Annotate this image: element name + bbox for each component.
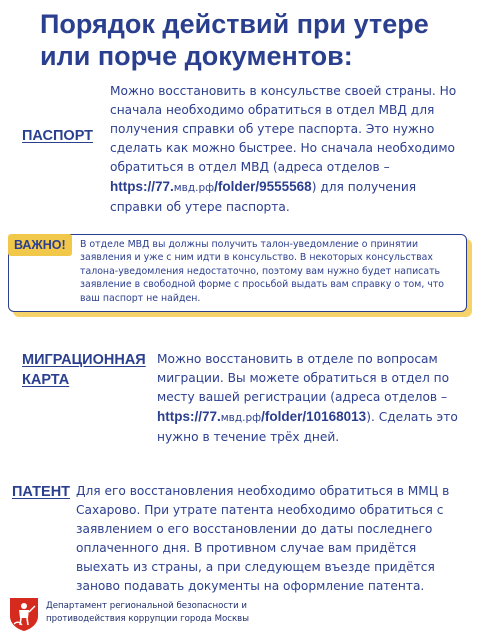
- migration-card-label: МИГРАЦИОННАЯ КАРТА: [22, 352, 146, 388]
- migration-text-part-1: Можно восстановить в отделе по вопросам миграции. Вы можете обратиться в отдел по месту вашей регистрации (адреса отделов –: [157, 352, 450, 404]
- passport-text: [110, 82, 470, 217]
- passport-label: ПАСПОРТ: [22, 128, 94, 144]
- warning-text: В отделе МВД вы должны получить талон-уведомление о принятии заявления и уже с ним идти в консульство. В некоторых консульствах талона-уведомления недостаточно, поэтому вам нужно будет написать заявление в свободной форме с просьбой выдать вам справку о том, что ваш паспорт не найден.: [80, 239, 445, 304]
- passport-link-path: /folder/9555568: [214, 179, 312, 194]
- passport-text-part-1: Можно восстановить в консульстве своей страны. Но сначала необходимо обратиться в отдел МВД для получения справки об утере паспорта. Это нужно сделать как можно быстрее. Но сначала необходимо обратиться в отдел МВД (адреса отделов –: [110, 84, 457, 174]
- moscow-coat-of-arms-icon: [8, 596, 40, 632]
- footer-department-name: Департамент региональной безопасности и противодействия коррупции города Москвы: [46, 601, 250, 624]
- page-title: [40, 8, 460, 72]
- patent-label: ПАТЕНТ: [12, 484, 71, 500]
- migration-link-host: https://77.: [157, 409, 221, 424]
- warning-badge: ВАЖНО!: [8, 234, 72, 256]
- migration-link-domain: мвд.рф: [220, 412, 262, 424]
- page-title-line-1: Порядок действий при утере: [40, 9, 429, 39]
- passport-text-part-2: ) для получения справки об утере паспорта.: [110, 180, 417, 214]
- patent-text: Для его восстановления необходимо обратиться в ММЦ в Сахарово. При утрате патента необходимо обратиться с заявлением о его восстановлении до даты последнего оплаченного дня. В противном случае вам придётся выехать из страны, а при следующем въезде придётся заново подавать документы на оформление патента.: [76, 484, 450, 593]
- migration-text-part-2: ). Сделать это нужно в течение трёх дней.: [157, 410, 458, 444]
- passport-link-host: https://77.: [110, 179, 174, 194]
- passport-link-domain: мвд.рф: [173, 182, 215, 194]
- page-title-line-2: или порче документов:: [40, 41, 353, 71]
- migration-link-path: /folder/10168013: [261, 409, 367, 424]
- migration-card-text: [157, 350, 469, 447]
- footer: [8, 596, 308, 632]
